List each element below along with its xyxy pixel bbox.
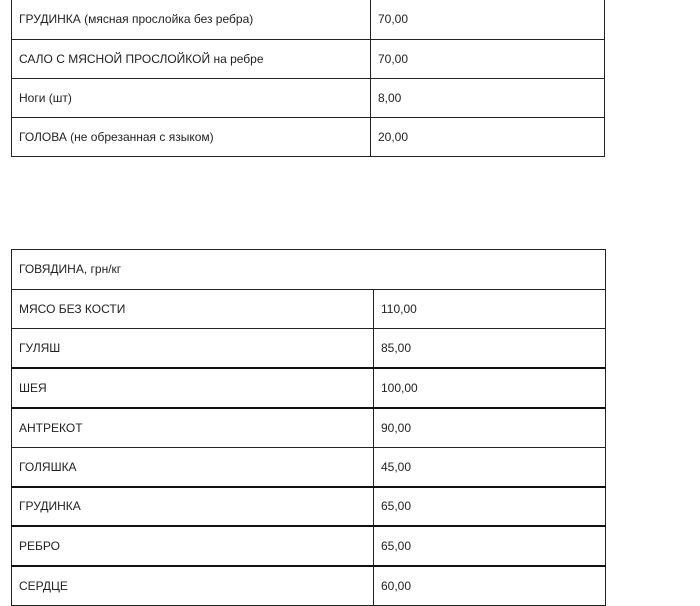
table-row <box>12 117 605 156</box>
table-row <box>12 368 606 408</box>
price-cell: 70,00 <box>371 39 605 78</box>
price-cell: 65,00 <box>374 526 606 566</box>
product-name-cell: ГРУДИНКА (мясная прослойка без ребра) <box>12 0 371 39</box>
product-name-cell: АНТРЕКОТ <box>12 408 374 448</box>
price-cell: 85,00 <box>374 329 606 369</box>
price-cell: 8,00 <box>371 78 605 117</box>
product-name-cell: ГУЛЯШ <box>12 329 374 369</box>
product-name-cell: САЛО С МЯСНОЙ ПРОСЛОЙКОЙ на ребре <box>12 39 371 78</box>
product-name-cell: ГРУДИНКА <box>12 487 374 527</box>
product-name-cell: РЕБРО <box>12 526 374 566</box>
price-cell: 65,00 <box>374 487 606 527</box>
price-cell: 60,00 <box>374 566 606 606</box>
price-cell: 100,00 <box>374 368 606 408</box>
table-row <box>12 78 605 117</box>
table-row <box>12 0 605 39</box>
product-name-cell: СЕРДЦЕ <box>12 566 374 606</box>
product-name-cell: ГОЛОВА (не обрезанная с языком) <box>12 117 371 156</box>
table-header-cell: ГОВЯДИНА, грн/кг <box>12 250 606 290</box>
product-name-cell: ШЕЯ <box>12 368 374 408</box>
table-row <box>12 39 605 78</box>
price-cell: 70,00 <box>371 0 605 39</box>
table-row <box>12 487 606 527</box>
table-row <box>12 526 606 566</box>
pork-price-table <box>11 0 605 157</box>
product-name-cell: МЯСО БЕЗ КОСТИ <box>12 289 374 329</box>
table-row <box>12 329 606 369</box>
product-name-cell: ГОЛЯШКА <box>12 447 374 487</box>
price-cell: 90,00 <box>374 408 606 448</box>
price-cell: 45,00 <box>374 447 606 487</box>
price-cell: 110,00 <box>374 289 606 329</box>
beef-price-table <box>11 249 606 606</box>
table-row <box>12 566 606 606</box>
product-name-cell: Ноги (шт) <box>12 78 371 117</box>
price-cell: 20,00 <box>371 117 605 156</box>
table-row <box>12 408 606 448</box>
table-row <box>12 447 606 487</box>
table-header-row <box>12 250 606 290</box>
table-row <box>12 289 606 329</box>
